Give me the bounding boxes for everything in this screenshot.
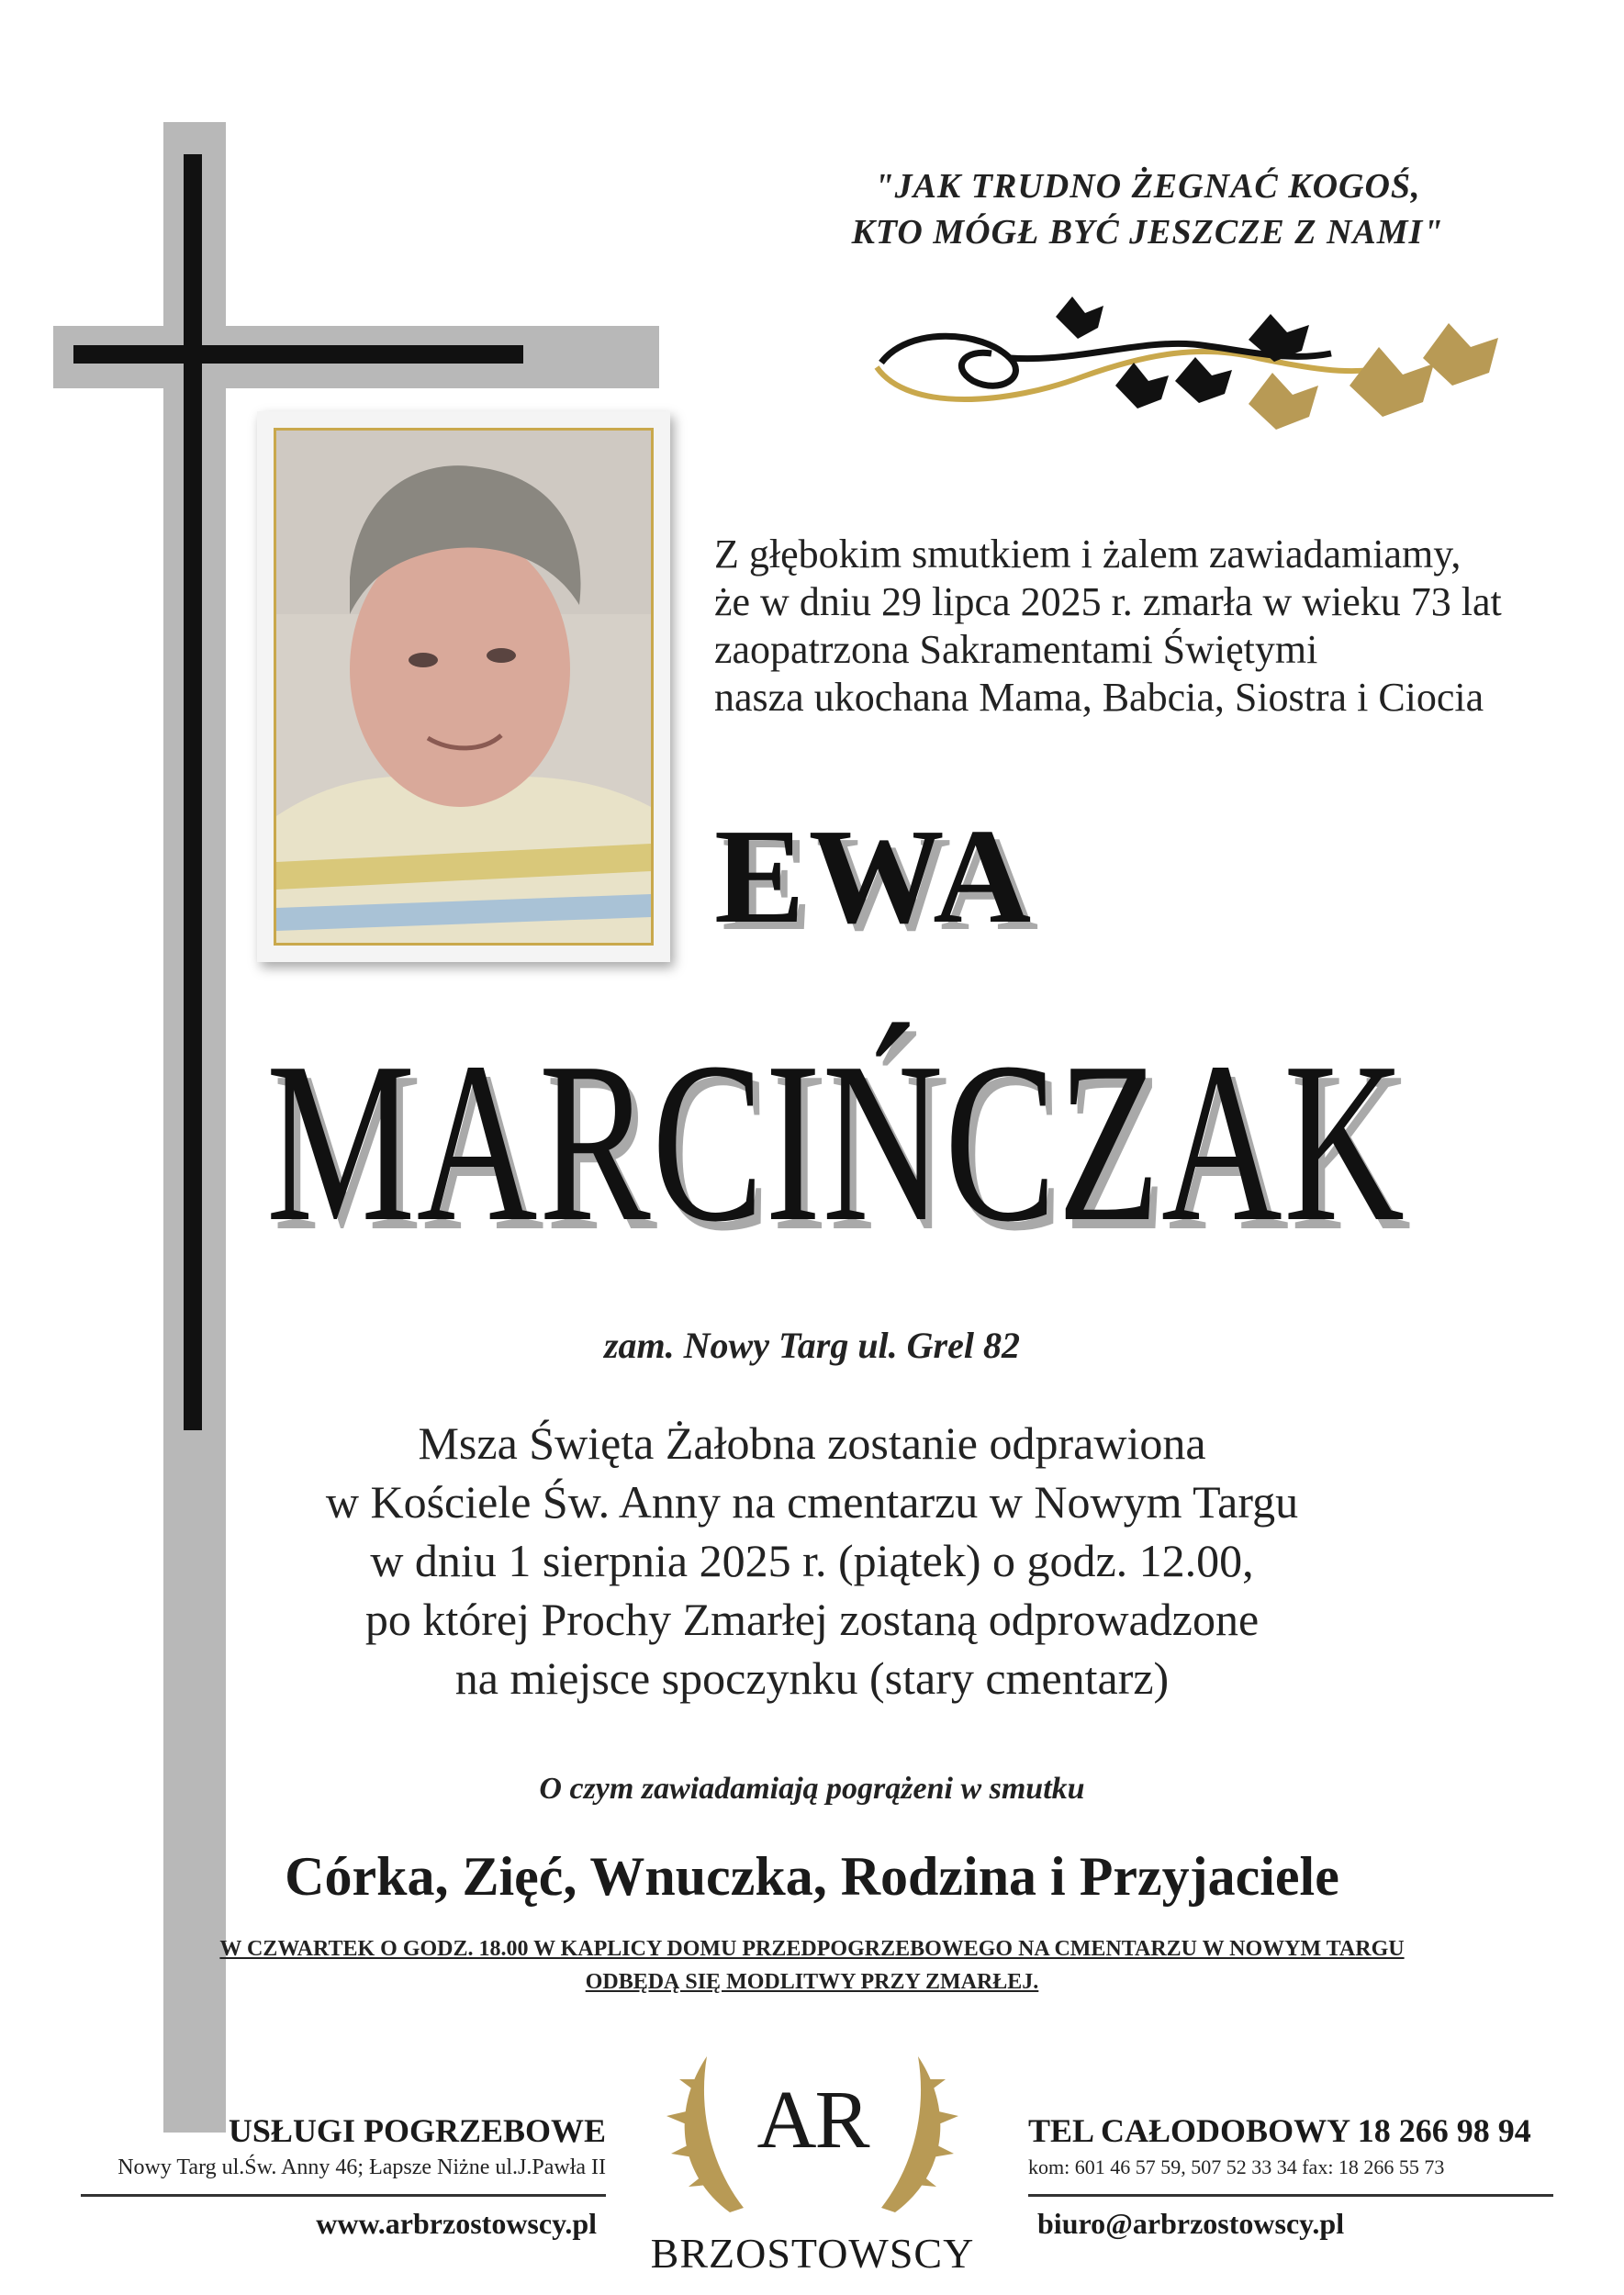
memorial-quote [734, 163, 1561, 255]
portrait-image [276, 431, 651, 943]
footer-divider-right [1028, 2194, 1553, 2197]
vine-ornament-icon [872, 275, 1515, 445]
prayer-line-2: ODBĘDĄ SIĘ MODLITWY PRZY ZMARŁEJ. [585, 1970, 1039, 1994]
deceased-surname: MARCIŃCZAK [266, 1015, 1406, 1270]
announcement-line-3: zaopatrzona Sakramentami Świętymi [714, 627, 1318, 672]
prayer-notice [0, 1932, 1624, 1998]
funeral-mass-info [0, 1414, 1624, 1707]
website-link[interactable]: www.arbrzostowscy.pl [316, 2207, 597, 2240]
logo-name: BRZOSTOWSCY [650, 2230, 975, 2277]
mass-line-5: na miejsce spoczynku (stary cmentarz) [454, 1652, 1170, 1704]
deceased-address: zam. Nowy Targ ul. Grel 82 [603, 1325, 1020, 1366]
mourners-intro: O czym zawiadamiają pogrążeni w smutku [539, 1772, 1085, 1806]
funeral-services-title: USŁUGI POGRZEBOWE [228, 2112, 606, 2149]
cross-horizontal-bar [73, 345, 523, 364]
deceased-first-name: EWA [714, 801, 1036, 952]
death-announcement [714, 531, 1540, 722]
prayer-line-1: W CZWARTEK O GODZ. 18.00 W KAPLICY DOMU PRZEDPOGRZEBOWEGO NA CMENTARZU W NOWYM TARGU [219, 1937, 1405, 1961]
announcement-line-1: Z głębokim smutkiem i żalem zawiadamiamy, [714, 532, 1462, 577]
mourners-family: Córka, Zięć, Wnuczka, Rodzina i Przyjaciele [285, 1846, 1339, 1907]
phone-numbers: kom: 601 46 57 59, 507 52 33 34 fax: 18 266 55 73 [1028, 2155, 1445, 2178]
mass-line-4: po której Prochy Zmarłej zostaną odprowadzone [364, 1594, 1260, 1645]
funeral-services-address: Nowy Targ ul.Św. Anny 46; Łapsze Niżne ul.J.Pawła II [118, 2155, 606, 2179]
email-link[interactable]: biuro@arbrzostowscy.pl [1037, 2207, 1345, 2240]
portrait-frame [257, 411, 670, 962]
announcement-line-4: nasza ukochana Mama, Babcia, Siostra i Ciocia [714, 675, 1484, 720]
phone-24h: TEL CAŁODOBOWY 18 266 98 94 [1028, 2112, 1531, 2149]
portrait-photo [274, 428, 654, 946]
mass-line-1: Msza Święta Żałobna zostanie odprawiona [418, 1417, 1206, 1469]
quote-line-2: KTO MÓGŁ BYĆ JESZCZE Z NAMI" [851, 213, 1444, 252]
mass-line-3: w dniu 1 sierpnia 2025 r. (piątek) o godz. 12.00, [370, 1535, 1254, 1586]
logo-letters: AR [756, 2075, 868, 2166]
footer-divider-left [81, 2194, 606, 2197]
announcement-line-2: że w dniu 29 lipca 2025 r. zmarła w wieku 73 lat [714, 579, 1502, 624]
quote-line-1: "JAK TRUDNO ŻEGNAĆ KOGOŚ, [874, 167, 1421, 206]
mass-line-2: w Kościele Św. Anny na cmentarzu w Nowym Targu [325, 1476, 1299, 1528]
